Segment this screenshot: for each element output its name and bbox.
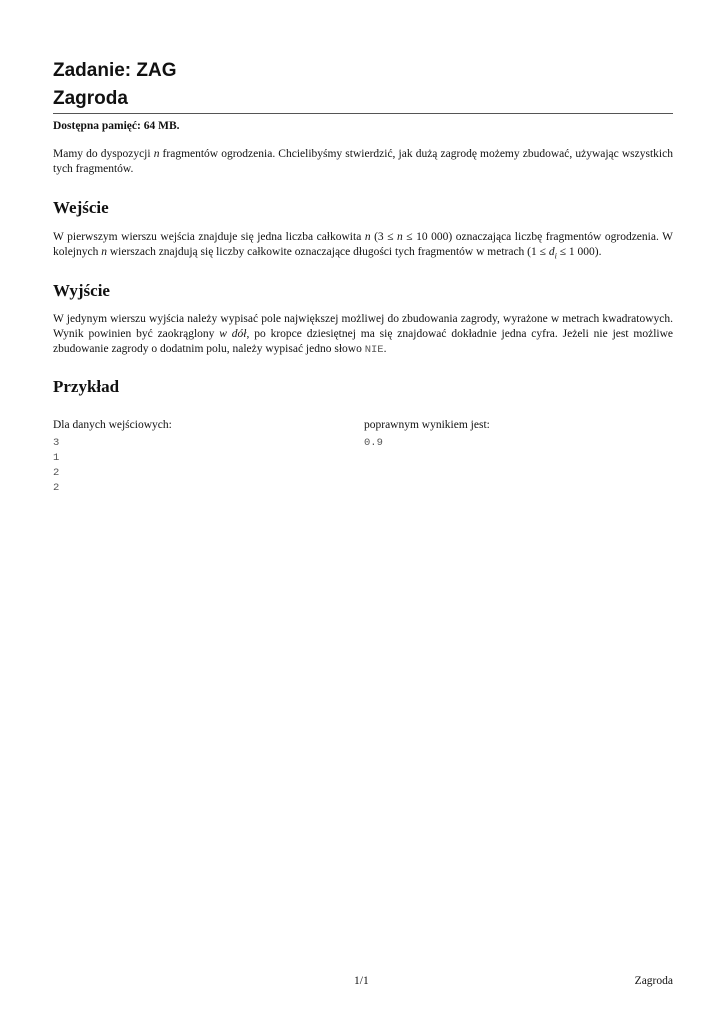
example-input-line: 2 bbox=[53, 467, 60, 479]
intro-var-n: n bbox=[153, 148, 160, 160]
output-paragraph bbox=[53, 312, 673, 358]
input-var-d: d bbox=[548, 246, 555, 258]
task-code-title: Zadanie: ZAG bbox=[53, 60, 177, 81]
example-input-block bbox=[53, 436, 59, 496]
input-var-n3: n bbox=[101, 246, 107, 258]
footer-task-name: Zagroda bbox=[634, 975, 673, 987]
example-heading: Przykład bbox=[53, 377, 120, 396]
input-var-n1: n bbox=[364, 231, 371, 243]
input-heading: Wejście bbox=[53, 198, 109, 217]
example-input-line: 2 bbox=[53, 482, 60, 494]
example-output-line: 0.9 bbox=[364, 437, 383, 449]
statement-page bbox=[53, 0, 673, 1024]
example-output-block bbox=[364, 436, 383, 451]
output-heading: Wyjście bbox=[53, 281, 110, 300]
intro-paragraph bbox=[53, 147, 673, 177]
memory-limit: Dostępna pamięć: 64 MB. bbox=[53, 120, 180, 132]
output-text-c: . bbox=[383, 343, 387, 355]
page-number: 1/1 bbox=[354, 975, 369, 987]
input-paragraph bbox=[53, 230, 673, 263]
input-text-a: W pierwszym wierszu wejścia znajduje się jedna liczba całkowita bbox=[53, 231, 365, 243]
example-output-label: poprawnym wynikiem jest: bbox=[364, 419, 490, 431]
input-var-n2: n bbox=[397, 231, 403, 243]
input-text-e: ≤ 1 000). bbox=[556, 246, 602, 258]
input-var-i: i bbox=[554, 251, 557, 261]
output-text-b: , po kropce dziesiętnej ma się znajdować dokładnie jedna cyfra. Jeżeli nie jest możliwe zbudowanie zagrody o dodatnim polu, należy wypisać jedno słowo bbox=[53, 328, 673, 355]
intro-text-a: Mamy do dyspozycji bbox=[53, 148, 154, 160]
output-text-a: W jedynym wierszu wyjścia należy wypisać pole największej możliwej do zbudowania zagrody, wyrażone w metrach kwadratowych. Wynik powinien być zaokrąglony bbox=[53, 313, 673, 340]
example-input-label: Dla danych wejściowych: bbox=[53, 419, 172, 431]
input-text-c: ≤ 10 000) oznaczająca liczbę fragmentów ogrodzenia. W kolejnych bbox=[53, 231, 673, 258]
input-text-d: wierszach znajdują się liczby całkowite oznaczające długości tych fragmentów w metrach (1 ≤ bbox=[106, 246, 549, 258]
output-code-word: NIE bbox=[364, 344, 384, 356]
title-divider bbox=[53, 113, 673, 114]
output-emph: w dół bbox=[219, 328, 247, 340]
intro-text-b: fragmentów ogrodzenia. Chcielibyśmy stwierdzić, jak dużą zagrodę możemy zbudować, używając wszystkich tych fragmentów. bbox=[53, 148, 673, 175]
example-input-line: 3 bbox=[53, 437, 60, 449]
example-input-line: 1 bbox=[53, 452, 60, 464]
input-text-b: (3 ≤ bbox=[370, 231, 398, 243]
task-name-title: Zagroda bbox=[53, 88, 128, 109]
